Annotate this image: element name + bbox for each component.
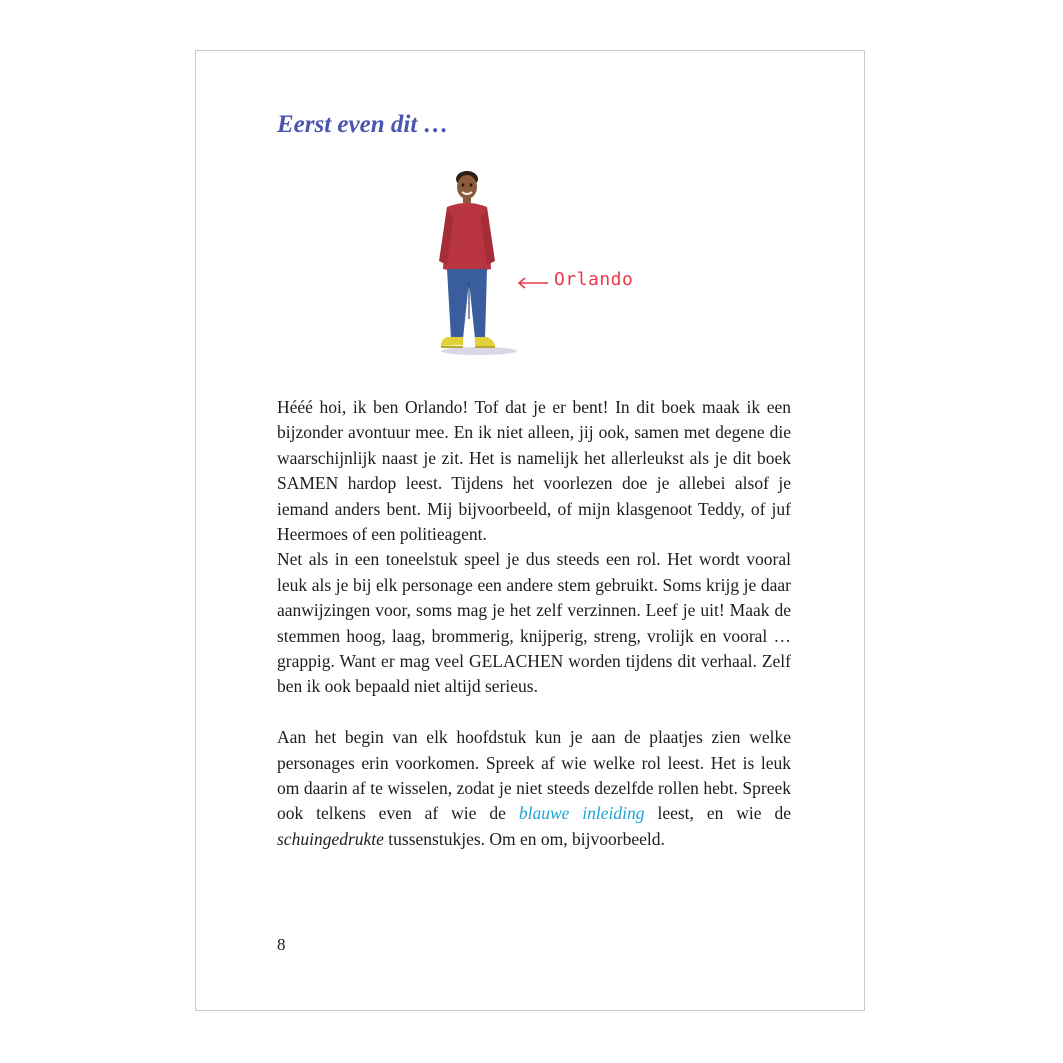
book-page [195,50,865,1011]
body-text [277,395,791,852]
blue-intro-term: blauwe inleiding [518,803,645,824]
arrow-left-icon [516,275,550,291]
page-number: 8 [277,935,286,954]
paragraph: Hééé hoi, ik ben Orlando! Tof dat je er bent! In dit boek maak ik een bijzonder avontuur mee. En ik niet alleen, jij ook, samen met degene die waarschijnlijk naast je zit. Het is namelijk het allerleukst als je dit boek SAMEN hardop leest. Tijdens het voorlezen doe je allebei alsof je iemand anders bent. Mij bijvoorbeeld, of mijn klasgenoot Teddy, of juf Heermoes of een politieagent. [277,397,791,545]
orlando-callout [516,269,636,299]
chapter-title: Eerst even dit … [277,111,449,138]
paragraph: Aan het begin van elk hoofdstuk kun je aan de plaatjes zien welke personages erin voorkomen. Spreek af wie welke rol leest. Het is leuk om daarin af te wisselen, zodat je niet steeds dezelfde rollen hebt. Spreek ook telkens even af wie de blauwe inleiding leest, en wie de schuingedrukte tussenstukjes. Om en om, bijvoorbeeld. [277,727,791,849]
italic-term: schuingedrukte [277,828,384,849]
orlando-illustration [421,169,541,359]
paragraph: Net als in een toneelstuk speel je dus steeds een rol. Het wordt vooral leuk als je bij elk personage een andere stem gebruikt. Soms krijg je daar aanwijzingen voor, soms mag je het zelf verzinnen. Leef je uit! Maak de stemmen hoog, laag, brommerig, knijperig, streng, vrolijk en vooral … grappig. Want er mag veel GELACHEN worden tijdens dit verhaal. Zelf ben ik ook bepaald niet altijd serieus. [277,549,791,697]
orlando-label: Orlando [554,269,634,290]
